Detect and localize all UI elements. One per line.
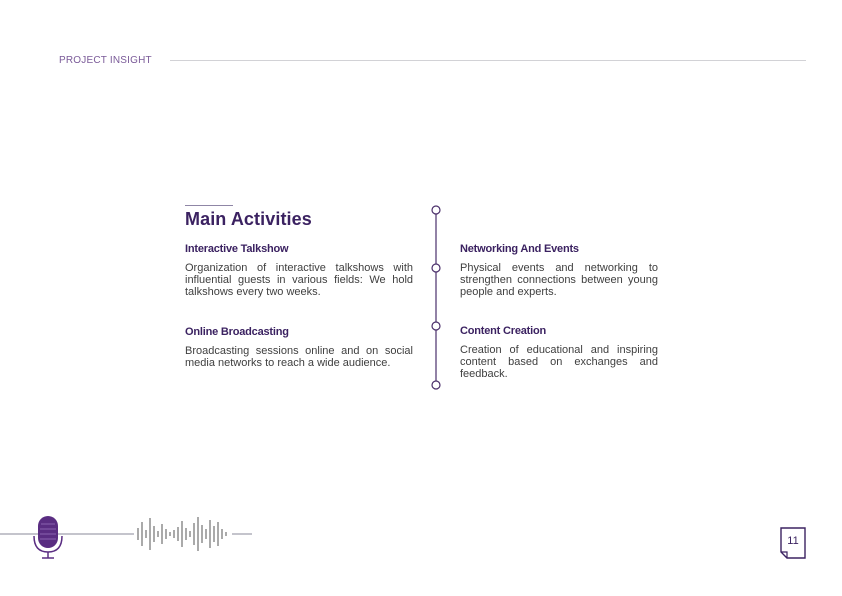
activity-title: Networking And Events <box>460 243 579 255</box>
timeline-node <box>432 206 440 214</box>
activity-content-creation <box>460 325 658 380</box>
footer-decoration <box>0 510 260 562</box>
activity-online-broadcasting <box>185 326 413 369</box>
activity-title: Content Creation <box>460 325 547 337</box>
sound-wave-icon <box>138 517 226 551</box>
timeline-connector <box>424 200 448 395</box>
title-accent-line <box>185 205 233 206</box>
activity-description: Organization of interactive talkshows with influential guests in various fields: We hold talkshows every two weeks. <box>185 262 413 298</box>
microphone-icon <box>34 516 62 558</box>
activity-title: Online Broadcasting <box>185 326 289 338</box>
activity-title: Interactive Talkshow <box>185 243 289 255</box>
activity-description: Physical events and networking to strengthen connections between young people and experts. <box>460 262 658 298</box>
timeline-node <box>432 381 440 389</box>
activity-description: Broadcasting sessions online and on social media networks to reach a wide audience. <box>185 345 413 369</box>
activity-description: Creation of educational and inspiring content based on exchanges and feedback. <box>460 344 658 380</box>
timeline-node <box>432 264 440 272</box>
activity-networking-events <box>460 243 658 298</box>
header-divider <box>170 60 806 61</box>
page-number: 11 <box>787 535 799 547</box>
section-title: Main Activities <box>185 209 312 229</box>
activity-interactive-talkshow <box>185 243 413 298</box>
header-label: PROJECT INSIGHT <box>59 55 152 66</box>
timeline-node <box>432 322 440 330</box>
